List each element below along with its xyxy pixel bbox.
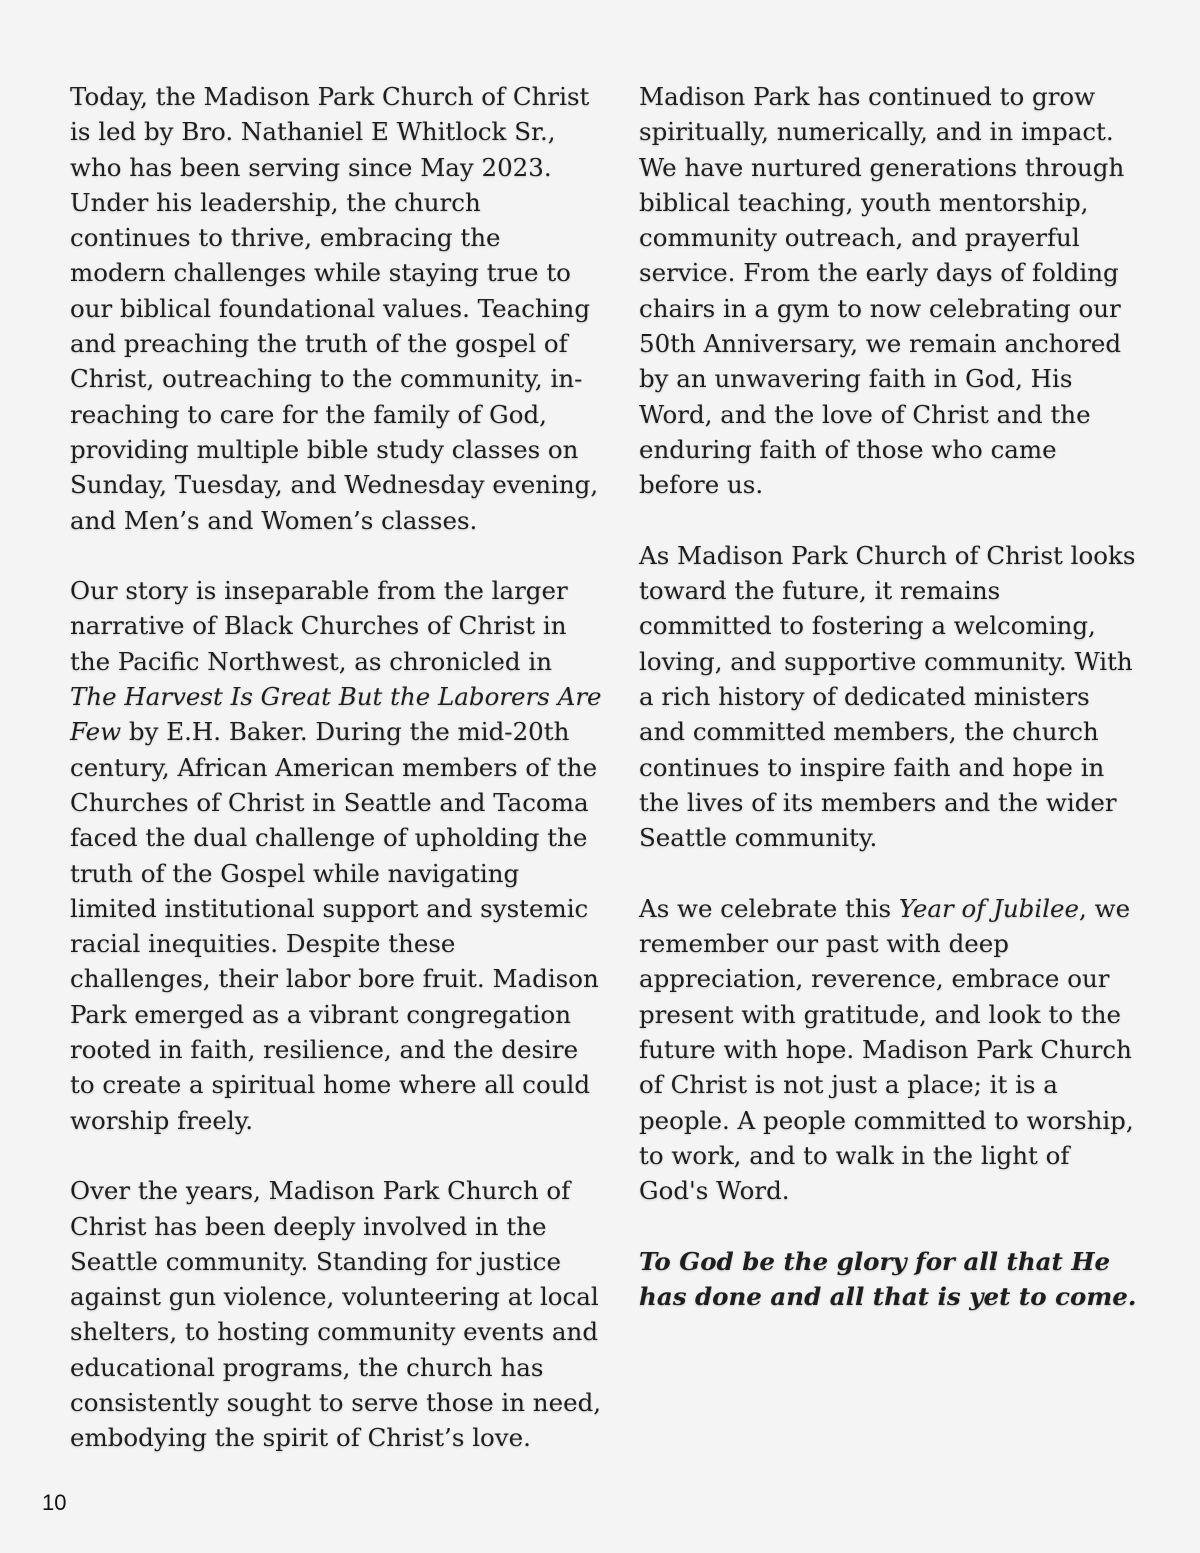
paragraph-text: , we remember our past with deep appreciation, reverence, embrace our present with gratitude, and look to the future with hope. Madison Park Church of Christ is not just a place; it is a people. A people committed to worship, to work, and to walk in the light of God's Word. bbox=[639, 893, 1134, 1206]
right-column bbox=[639, 79, 1139, 1350]
paragraph-future: As Madison Park Church of Christ looks toward the future, it remains committed to fostering a welcoming, loving, and supportive community. With a rich history of dedicated ministers and committed members, the church continues to inspire faith and hope in the lives of its members and the wider Seattle community. bbox=[639, 540, 1136, 853]
paragraph-our-story bbox=[70, 573, 602, 1138]
paragraph-text: As we celebrate this bbox=[639, 893, 899, 923]
page-number: 10 bbox=[42, 1490, 67, 1515]
paragraph-text: by E.H. Baker. During the mid-20th century, African American members of the Churches of Christ in Seattle and Tacoma faced the dual challenge of upholding the truth of the Gospel while navigating limited institutional support and systemic racial inequities. Despite these challenges, their labor bore fruit. Madison Park emerged as a vibrant congregation rooted in faith, resilience, and the desire to create a spiritual home where all could worship freely. bbox=[70, 717, 599, 1135]
closing-statement: To God be the glory for all that He has done and all that is yet to come. bbox=[639, 1246, 1137, 1312]
paragraph-growth: Madison Park has continued to grow spiritually, numerically, and in impact. We have nurtured generations through biblical teaching, youth mentorship, community outreach, and prayerful service. From the early days of folding chairs in a gym to now celebrating our 50th Anniversary, we remain anchored by an unwavering faith in God, His Word, and the love of Christ and the enduring faith of those who came before us. bbox=[639, 82, 1125, 500]
jubilee-emphasis: Year of Jubilee bbox=[898, 893, 1080, 923]
book-title: The Harvest Is Great But the Laborers Are Few bbox=[70, 682, 602, 747]
paragraph-text: Our story is inseparable from the larger narrative of Black Churches of Christ in the Pacific Northwest, as chronicled in bbox=[70, 576, 568, 676]
left-column bbox=[70, 79, 602, 1491]
paragraph-current-leadership: Today, the Madison Park Church of Christ is led by Bro. Nathaniel E Whitlock Sr., who has been serving since May 2023. Under his leadership, the church continues to thrive, embracing the modern challenges while staying true to our biblical foundational values. Teaching and preaching the truth of the gospel of Christ, outreaching to the community, in-reaching to care for the family of God, providing multiple bible study classes on Sunday, Tuesday, and Wednesday evening, and Men’s and Women’s classes. bbox=[70, 82, 599, 535]
paragraph-community-involvement: Over the years, Madison Park Church of Christ has been deeply involved in the Seattle community. Standing for justice against gun violence, volunteering at local shelters, to hosting community events and educational programs, the church has consistently sought to serve those in need, embodying the spirit of Christ’s love. bbox=[70, 1176, 602, 1453]
paragraph-jubilee bbox=[639, 891, 1139, 1209]
